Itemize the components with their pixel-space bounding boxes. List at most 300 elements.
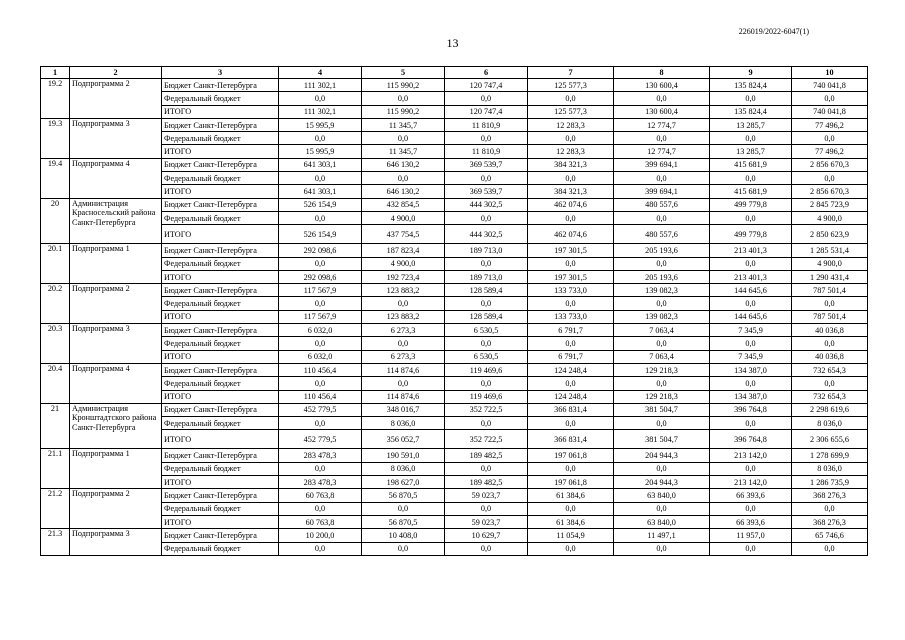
row-number: 20.3 (41, 324, 70, 364)
year-value: 396 764,8 (710, 430, 792, 449)
table-row (41, 462, 868, 475)
funding-source: Бюджет Санкт-Петербурга (162, 324, 279, 337)
year-value: 0,0 (362, 542, 445, 555)
program-name: Подпрограмма 3 (70, 324, 162, 364)
year-value: 0,0 (362, 377, 445, 390)
year-value: 128 589,4 (445, 284, 528, 297)
year-value: 11 345,7 (362, 118, 445, 131)
year-value: 189 482,5 (445, 476, 528, 489)
year-value: 384 321,3 (528, 185, 614, 198)
year-value: 59 023,7 (445, 489, 528, 502)
total-value: 732 654,3 (792, 363, 868, 376)
year-value: 437 754,5 (362, 225, 445, 244)
year-value: 0,0 (614, 542, 710, 555)
year-value: 10 629,7 (445, 529, 528, 542)
year-value: 0,0 (710, 257, 792, 270)
year-value: 0,0 (279, 172, 362, 185)
year-value: 134 387,0 (710, 390, 792, 403)
year-value: 11 957,0 (710, 529, 792, 542)
funding-source: ИТОГО (162, 350, 279, 363)
budget-table (40, 66, 868, 556)
row-number: 21.2 (41, 489, 70, 529)
year-value: 0,0 (528, 92, 614, 105)
row-number: 21.3 (41, 529, 70, 556)
table-row (41, 390, 868, 403)
year-value: 526 154,9 (279, 198, 362, 211)
funding-source: ИТОГО (162, 145, 279, 158)
year-value: 7 345,9 (710, 324, 792, 337)
year-value: 0,0 (445, 211, 528, 224)
funding-source: Бюджет Санкт-Петербурга (162, 79, 279, 92)
year-value: 213 401,3 (710, 244, 792, 257)
funding-source: Федеральный бюджет (162, 172, 279, 185)
table-row (41, 515, 868, 528)
year-value: 60 763,8 (279, 515, 362, 528)
year-value: 56 870,5 (362, 515, 445, 528)
year-value: 369 539,7 (445, 185, 528, 198)
year-value: 0,0 (445, 502, 528, 515)
total-value: 2 845 723,9 (792, 198, 868, 211)
year-value: 205 193,6 (614, 270, 710, 283)
year-value: 0,0 (528, 132, 614, 145)
total-value: 2 856 670,3 (792, 158, 868, 171)
year-value: 0,0 (279, 542, 362, 555)
year-value: 0,0 (614, 417, 710, 430)
program-name: Подпрограмма 2 (70, 489, 162, 529)
year-value: 0,0 (528, 257, 614, 270)
year-value: 120 747,4 (445, 79, 528, 92)
year-value: 432 854,5 (362, 198, 445, 211)
year-value: 11 810,9 (445, 145, 528, 158)
funding-source: Федеральный бюджет (162, 337, 279, 350)
year-value: 213 142,0 (710, 476, 792, 489)
year-value: 123 883,2 (362, 310, 445, 323)
program-name: Подпрограмма 3 (70, 529, 162, 556)
funding-source: Федеральный бюджет (162, 502, 279, 515)
funding-source: Бюджет Санкт-Петербурга (162, 284, 279, 297)
total-value: 77 496,2 (792, 118, 868, 131)
year-value: 0,0 (614, 462, 710, 475)
funding-source: Федеральный бюджет (162, 132, 279, 145)
row-number: 20.2 (41, 284, 70, 324)
year-value: 0,0 (614, 377, 710, 390)
total-value: 2 306 655,6 (792, 430, 868, 449)
year-value: 0,0 (528, 542, 614, 555)
year-value: 0,0 (445, 542, 528, 555)
year-value: 111 302,1 (279, 79, 362, 92)
column-header: 8 (614, 67, 710, 79)
year-value: 114 874,6 (362, 363, 445, 376)
year-value: 61 384,6 (528, 515, 614, 528)
total-value: 1 285 531,4 (792, 244, 868, 257)
year-value: 0,0 (279, 502, 362, 515)
year-value: 0,0 (528, 172, 614, 185)
year-value: 111 302,1 (279, 105, 362, 118)
year-value: 139 082,3 (614, 284, 710, 297)
year-value: 526 154,9 (279, 225, 362, 244)
year-value: 0,0 (614, 92, 710, 105)
table-row (41, 363, 868, 376)
funding-source: Бюджет Санкт-Петербурга (162, 198, 279, 211)
year-value: 0,0 (528, 502, 614, 515)
funding-source: Федеральный бюджет (162, 377, 279, 390)
table-row (41, 145, 868, 158)
year-value: 115 990,2 (362, 105, 445, 118)
year-value: 348 016,7 (362, 403, 445, 416)
total-value: 40 036,8 (792, 350, 868, 363)
table-row (41, 105, 868, 118)
table-row (41, 185, 868, 198)
table-row (41, 257, 868, 270)
year-value: 352 722,5 (445, 430, 528, 449)
table-row (41, 489, 868, 502)
year-value: 12 283,3 (528, 145, 614, 158)
table-row (41, 529, 868, 542)
year-value: 11 345,7 (362, 145, 445, 158)
year-value: 189 713,0 (445, 270, 528, 283)
total-value: 740 041,8 (792, 79, 868, 92)
column-header: 1 (41, 67, 70, 79)
year-value: 13 285,7 (710, 145, 792, 158)
year-value: 134 387,0 (710, 363, 792, 376)
column-header: 7 (528, 67, 614, 79)
year-value: 6 273,3 (362, 350, 445, 363)
total-value: 4 900,0 (792, 257, 868, 270)
funding-source: Бюджет Санкт-Петербурга (162, 489, 279, 502)
year-value: 0,0 (710, 377, 792, 390)
year-value: 114 874,6 (362, 390, 445, 403)
total-value: 8 036,0 (792, 462, 868, 475)
year-value: 384 321,3 (528, 158, 614, 171)
year-value: 0,0 (710, 92, 792, 105)
year-value: 11 497,1 (614, 529, 710, 542)
total-value: 0,0 (792, 297, 868, 310)
year-value: 415 681,9 (710, 158, 792, 171)
year-value: 0,0 (279, 417, 362, 430)
year-value: 15 995,9 (279, 118, 362, 131)
table-row (41, 417, 868, 430)
funding-source: ИТОГО (162, 310, 279, 323)
year-value: 0,0 (528, 417, 614, 430)
year-value: 11 054,9 (528, 529, 614, 542)
year-value: 0,0 (445, 337, 528, 350)
year-value: 0,0 (279, 297, 362, 310)
table-row (41, 324, 868, 337)
year-value: 452 779,5 (279, 403, 362, 416)
program-name: Подпрограмма 2 (70, 284, 162, 324)
year-value: 399 694,1 (614, 185, 710, 198)
year-value: 0,0 (614, 502, 710, 515)
total-value: 0,0 (792, 337, 868, 350)
year-value: 197 301,5 (528, 244, 614, 257)
table-row (41, 118, 868, 131)
funding-source: Бюджет Санкт-Петербурга (162, 449, 279, 462)
year-value: 499 779,8 (710, 198, 792, 211)
table-row (41, 172, 868, 185)
year-value: 352 722,5 (445, 403, 528, 416)
total-value: 368 276,3 (792, 489, 868, 502)
row-number: 19.2 (41, 79, 70, 119)
year-value: 0,0 (445, 417, 528, 430)
year-value: 0,0 (362, 172, 445, 185)
year-value: 59 023,7 (445, 515, 528, 528)
year-value: 66 393,6 (710, 489, 792, 502)
year-value: 6 530,5 (445, 350, 528, 363)
year-value: 129 218,3 (614, 390, 710, 403)
year-value: 4 900,0 (362, 211, 445, 224)
year-value: 641 303,1 (279, 158, 362, 171)
year-value: 204 944,3 (614, 449, 710, 462)
program-name: Подпрограмма 3 (70, 118, 162, 158)
year-value: 110 456,4 (279, 363, 362, 376)
year-value: 213 401,3 (710, 270, 792, 283)
program-name: Подпрограмма 2 (70, 79, 162, 119)
year-value: 6 530,5 (445, 324, 528, 337)
year-value: 0,0 (528, 462, 614, 475)
funding-source: ИТОГО (162, 390, 279, 403)
year-value: 130 600,4 (614, 79, 710, 92)
year-value: 6 791,7 (528, 324, 614, 337)
total-value: 740 041,8 (792, 105, 868, 118)
year-value: 480 557,6 (614, 198, 710, 211)
year-value: 189 482,5 (445, 449, 528, 462)
year-value: 0,0 (445, 132, 528, 145)
year-value: 0,0 (528, 377, 614, 390)
year-value: 8 036,0 (362, 417, 445, 430)
total-value: 0,0 (792, 92, 868, 105)
year-value: 0,0 (710, 172, 792, 185)
year-value: 0,0 (362, 132, 445, 145)
year-value: 0,0 (279, 377, 362, 390)
funding-source: Федеральный бюджет (162, 257, 279, 270)
year-value: 117 567,9 (279, 284, 362, 297)
row-number: 20 (41, 198, 70, 244)
total-value: 0,0 (792, 502, 868, 515)
year-value: 0,0 (710, 132, 792, 145)
year-value: 133 733,0 (528, 310, 614, 323)
year-value: 0,0 (710, 417, 792, 430)
year-value: 0,0 (614, 337, 710, 350)
year-value: 0,0 (710, 211, 792, 224)
year-value: 197 061,8 (528, 476, 614, 489)
year-value: 0,0 (710, 502, 792, 515)
year-value: 197 301,5 (528, 270, 614, 283)
column-header: 10 (792, 67, 868, 79)
year-value: 189 713,0 (445, 244, 528, 257)
row-number: 20.4 (41, 363, 70, 403)
year-value: 6 273,3 (362, 324, 445, 337)
page-number: 13 (446, 36, 459, 50)
table-row (41, 403, 868, 416)
year-value: 123 883,2 (362, 284, 445, 297)
total-value: 732 654,3 (792, 390, 868, 403)
funding-source: ИТОГО (162, 270, 279, 283)
total-value: 787 501,4 (792, 310, 868, 323)
funding-source: ИТОГО (162, 225, 279, 244)
year-value: 12 283,3 (528, 118, 614, 131)
year-value: 0,0 (445, 377, 528, 390)
funding-source: Бюджет Санкт-Петербурга (162, 158, 279, 171)
total-value: 2 850 623,9 (792, 225, 868, 244)
table-row (41, 270, 868, 283)
year-value: 292 098,6 (279, 270, 362, 283)
year-value: 204 944,3 (614, 476, 710, 489)
year-value: 110 456,4 (279, 390, 362, 403)
year-value: 144 645,6 (710, 284, 792, 297)
funding-source: Федеральный бюджет (162, 462, 279, 475)
year-value: 60 763,8 (279, 489, 362, 502)
column-header: 6 (445, 67, 528, 79)
year-value: 462 074,6 (528, 225, 614, 244)
year-value: 641 303,1 (279, 185, 362, 198)
year-value: 139 082,3 (614, 310, 710, 323)
table-row (41, 337, 868, 350)
year-value: 197 061,8 (528, 449, 614, 462)
total-value: 0,0 (792, 542, 868, 555)
year-value: 444 302,5 (445, 225, 528, 244)
row-number: 21 (41, 403, 70, 449)
table-row (41, 158, 868, 171)
year-value: 0,0 (710, 297, 792, 310)
program-name: Подпрограмма 4 (70, 158, 162, 198)
total-value: 77 496,2 (792, 145, 868, 158)
year-value: 0,0 (614, 132, 710, 145)
total-value: 40 036,8 (792, 324, 868, 337)
year-value: 124 248,4 (528, 390, 614, 403)
year-value: 0,0 (614, 172, 710, 185)
year-value: 10 408,0 (362, 529, 445, 542)
year-value: 396 764,8 (710, 403, 792, 416)
year-value: 115 990,2 (362, 79, 445, 92)
year-value: 125 577,3 (528, 105, 614, 118)
total-value: 8 036,0 (792, 417, 868, 430)
table-row (41, 310, 868, 323)
total-value: 2 856 670,3 (792, 185, 868, 198)
year-value: 192 723,4 (362, 270, 445, 283)
funding-source: ИТОГО (162, 105, 279, 118)
year-value: 144 645,6 (710, 310, 792, 323)
total-value: 368 276,3 (792, 515, 868, 528)
total-value: 2 298 619,6 (792, 403, 868, 416)
table-row (41, 476, 868, 489)
document-id: 226019/2022-6047(1) (738, 27, 809, 36)
table-row (41, 502, 868, 515)
column-header: 3 (162, 67, 279, 79)
year-value: 61 384,6 (528, 489, 614, 502)
year-value: 128 589,4 (445, 310, 528, 323)
year-value: 0,0 (445, 172, 528, 185)
year-value: 0,0 (710, 542, 792, 555)
year-value: 13 285,7 (710, 118, 792, 131)
table-row (41, 225, 868, 244)
total-value: 0,0 (792, 377, 868, 390)
program-name: Подпрограмма 1 (70, 449, 162, 489)
year-value: 135 824,4 (710, 79, 792, 92)
column-header: 5 (362, 67, 445, 79)
row-number: 21.1 (41, 449, 70, 489)
table-row (41, 449, 868, 462)
funding-source: Бюджет Санкт-Петербурга (162, 403, 279, 416)
table-row (41, 350, 868, 363)
year-value: 0,0 (279, 211, 362, 224)
year-value: 63 840,0 (614, 515, 710, 528)
year-value: 0,0 (445, 257, 528, 270)
table-row (41, 92, 868, 105)
year-value: 205 193,6 (614, 244, 710, 257)
year-value: 7 063,4 (614, 324, 710, 337)
year-value: 56 870,5 (362, 489, 445, 502)
total-value: 0,0 (792, 132, 868, 145)
year-value: 292 098,6 (279, 244, 362, 257)
row-number: 19.3 (41, 118, 70, 158)
table-row (41, 297, 868, 310)
year-value: 462 074,6 (528, 198, 614, 211)
year-value: 0,0 (614, 211, 710, 224)
total-value: 1 286 735,9 (792, 476, 868, 489)
program-name: Администрация Кронштадтского района Санкт-Петербурга (70, 403, 162, 449)
year-value: 8 036,0 (362, 462, 445, 475)
year-value: 124 248,4 (528, 363, 614, 376)
year-value: 12 774,7 (614, 118, 710, 131)
table-row (41, 244, 868, 257)
year-value: 190 591,0 (362, 449, 445, 462)
total-value: 0,0 (792, 172, 868, 185)
table-row (41, 211, 868, 224)
row-number: 19.4 (41, 158, 70, 198)
year-value: 0,0 (279, 92, 362, 105)
table-row (41, 430, 868, 449)
year-value: 125 577,3 (528, 79, 614, 92)
table-header-row (41, 67, 868, 79)
total-value: 1 278 699,9 (792, 449, 868, 462)
table-row (41, 542, 868, 555)
year-value: 0,0 (279, 462, 362, 475)
year-value: 7 345,9 (710, 350, 792, 363)
year-value: 0,0 (445, 462, 528, 475)
column-header: 9 (710, 67, 792, 79)
table-row (41, 132, 868, 145)
year-value: 0,0 (279, 257, 362, 270)
year-value: 646 130,2 (362, 185, 445, 198)
year-value: 7 063,4 (614, 350, 710, 363)
year-value: 6 032,0 (279, 324, 362, 337)
year-value: 366 831,4 (528, 403, 614, 416)
year-value: 187 823,4 (362, 244, 445, 257)
year-value: 480 557,6 (614, 225, 710, 244)
year-value: 135 824,4 (710, 105, 792, 118)
year-value: 0,0 (362, 502, 445, 515)
program-name: Администрация Красносельский района Санкт-Петербурга (70, 198, 162, 244)
year-value: 646 130,2 (362, 158, 445, 171)
funding-source: Федеральный бюджет (162, 211, 279, 224)
year-value: 130 600,4 (614, 105, 710, 118)
year-value: 10 200,0 (279, 529, 362, 542)
year-value: 0,0 (362, 337, 445, 350)
year-value: 0,0 (528, 297, 614, 310)
year-value: 213 142,0 (710, 449, 792, 462)
year-value: 0,0 (528, 211, 614, 224)
year-value: 452 779,5 (279, 430, 362, 449)
year-value: 0,0 (362, 297, 445, 310)
year-value: 0,0 (614, 257, 710, 270)
year-value: 198 627,0 (362, 476, 445, 489)
year-value: 499 779,8 (710, 225, 792, 244)
program-name: Подпрограмма 4 (70, 363, 162, 403)
funding-source: ИТОГО (162, 515, 279, 528)
year-value: 0,0 (710, 462, 792, 475)
year-value: 381 504,7 (614, 403, 710, 416)
year-value: 6 791,7 (528, 350, 614, 363)
